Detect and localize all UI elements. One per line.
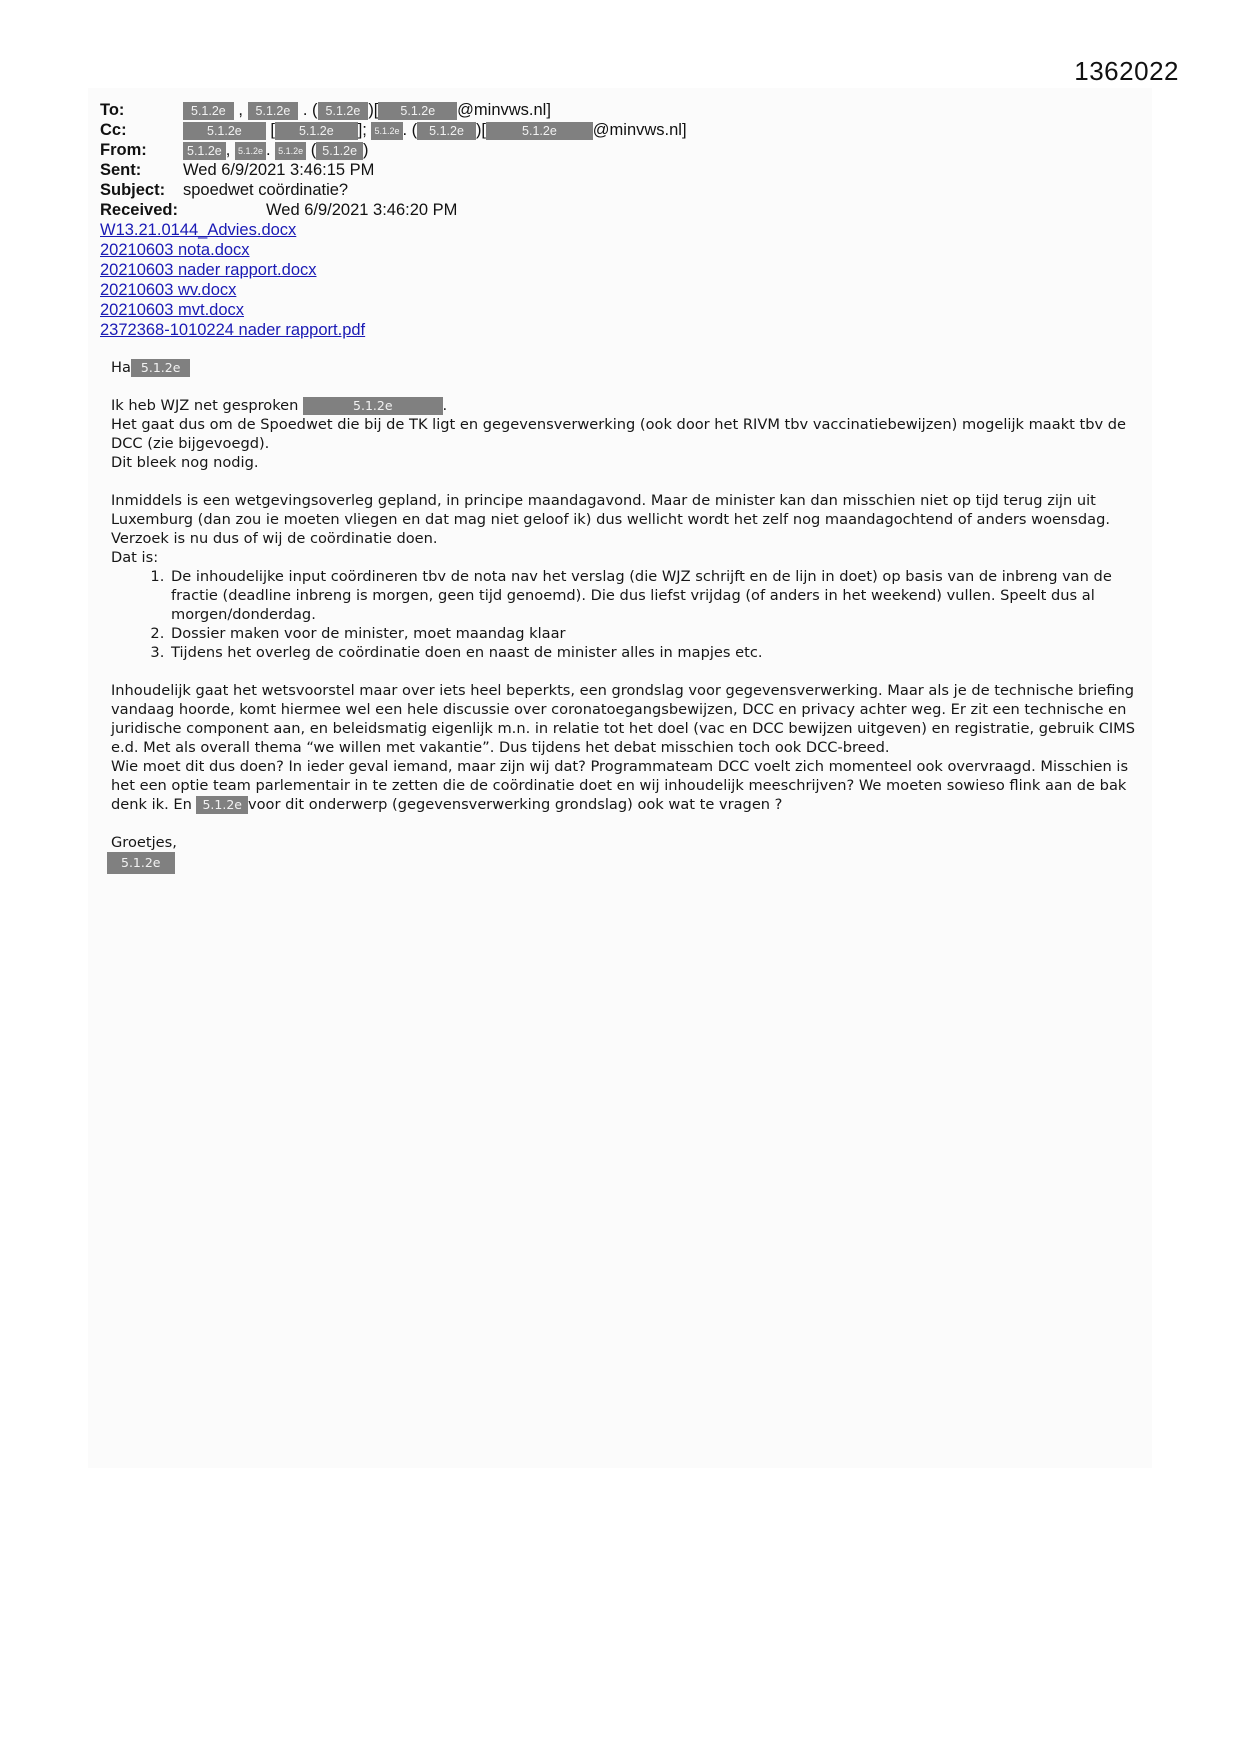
- list-item: 3. Tijdens het overleg de coördinatie doen en naast de minister alles in mapjes etc.: [169, 643, 1141, 662]
- greeting-text: Ha: [111, 359, 131, 376]
- to-label: To:: [100, 101, 125, 119]
- paragraph: Dit bleek nog nodig.: [111, 454, 259, 471]
- attachment-list: [100, 220, 365, 340]
- redaction-box: 5.1.2e: [318, 102, 369, 120]
- redaction-box: 5.1.2e: [316, 142, 363, 160]
- cc-label: Cc:: [100, 121, 127, 139]
- sent-label: Sent:: [100, 161, 142, 179]
- redaction-box: 5.1.2e: [131, 359, 191, 377]
- redaction-box: 5.1.2e: [183, 102, 234, 120]
- paragraph: Het gaat dus om de Spoedwet die bij de TK ligt en gegevensverwerking (ook door het RIVM tbv vaccinatiebewijzen) mogelijk maakt tbv de DCC (zie bijgevoegd).: [111, 416, 1127, 452]
- signature: [111, 852, 1141, 874]
- attachment-link[interactable]: 20210603 nader rapport.docx: [100, 261, 317, 279]
- received-label: Received:: [100, 201, 178, 219]
- sent-value: Wed 6/9/2021 3:46:15 PM: [183, 161, 375, 179]
- body-text: voor dit onderwerp (gegevensverwerking grondslag) ook wat te vragen ?: [247, 796, 783, 813]
- paragraph: [111, 757, 1141, 814]
- redaction-box: 5.1.2e: [235, 142, 266, 160]
- redaction-box: 5.1.2e: [248, 102, 299, 120]
- body-text: .: [442, 397, 448, 414]
- redaction-box: 5.1.2e: [371, 122, 402, 140]
- redaction-box: 5.1.2e: [183, 122, 266, 140]
- paragraph: Inhoudelijk gaat het wetsvoorstel maar over iets heel beperkts, een grondslag voor gegevensverwerking. Maar als je de technische briefing vandaag hoorde, komt hiermee wel een hele discussie over coronatoegangsbewijzen, DCC en privacy achter weg. Er zit een technische en juridische component aan, en beleidsmatig eigenlijk m.n. in relatie tot het doel (vac en DCC bewijzen uitgeven) en registratie, gebruik CIMS e.d. Met als overall thema “we willen met vakantie”. Dus tijdens het debat misschien toch ook DCC-breed.: [111, 682, 1136, 756]
- redaction-box: 5.1.2e: [378, 102, 457, 120]
- redaction-box: 5.1.2e: [275, 122, 358, 140]
- redaction-box: 5.1.2e: [486, 122, 593, 140]
- attachment-link[interactable]: 20210603 nota.docx: [100, 241, 250, 259]
- subject-label: Subject:: [100, 181, 166, 199]
- subject-value: spoedwet coördinatie?: [183, 181, 349, 199]
- received-value: Wed 6/9/2021 3:46:20 PM: [266, 201, 458, 219]
- redaction-box: 5.1.2e: [196, 796, 248, 814]
- body-text: Wie moet dit dus doen? In ieder geval iemand, maar zijn wij dat? Programmateam DCC voelt zich momenteel ook overvraagd. Misschien is het een optie team parlementair in te zetten die de coördinatie doet en wij inhoudelijk meeschrijven? We moeten sowieso flink aan de bak denk ik. En: [111, 758, 1129, 813]
- greeting-line: [111, 358, 1141, 377]
- attachment-link[interactable]: W13.21.0144_Advies.docx: [100, 221, 297, 239]
- paragraph: [111, 396, 1141, 415]
- closing: Groetjes,: [111, 834, 177, 851]
- attachment-link[interactable]: 20210603 wv.docx: [100, 281, 237, 299]
- body-text: Ik heb WJZ net gesproken: [111, 397, 299, 414]
- paragraph: Dat is:: [111, 549, 159, 566]
- task-list: [111, 567, 1141, 662]
- redaction-box: 5.1.2e: [275, 142, 306, 160]
- to-domain: @minvws.nl]: [457, 101, 551, 119]
- list-item: 1. De inhoudelijke input coördineren tbv de nota nav het verslag (die WJZ schrijft en de lijn in doet) op basis van de inbreng van de fractie (deadline inbreng is morgen, geen tijd genoemd). Die dus liefst vrijdag (of anders in het weekend) vullen. Speelt dus al morgen/donderdag.: [169, 567, 1141, 624]
- paragraph: Verzoek is nu dus of wij de coördinatie doen.: [111, 530, 438, 547]
- redaction-box: 5.1.2e: [183, 142, 226, 160]
- document-number: 1362022: [1074, 56, 1179, 86]
- attachment-link[interactable]: 20210603 mvt.docx: [100, 301, 245, 319]
- paragraph: Inmiddels is een wetgevingsoverleg gepland, in principe maandagavond. Maar de minister kan dan misschien niet op tijd terug zijn uit Luxemburg (dan zou ie moeten vliegen en dat mag niet geloof ik) dus wellicht wordt het zelf nog maandagochtend of anders woensdag.: [111, 492, 1110, 528]
- redaction-box: 5.1.2e: [107, 852, 175, 874]
- email-body: [111, 358, 1141, 874]
- cc-domain: @minvws.nl]: [592, 121, 687, 139]
- attachment-link[interactable]: 2372368-1010224 nader rapport.pdf: [100, 321, 366, 339]
- redaction-box: 5.1.2e: [417, 122, 476, 140]
- from-label: From:: [100, 141, 147, 159]
- list-item: 2. Dossier maken voor de minister, moet maandag klaar: [169, 624, 1141, 643]
- redaction-box: 5.1.2e: [303, 397, 443, 415]
